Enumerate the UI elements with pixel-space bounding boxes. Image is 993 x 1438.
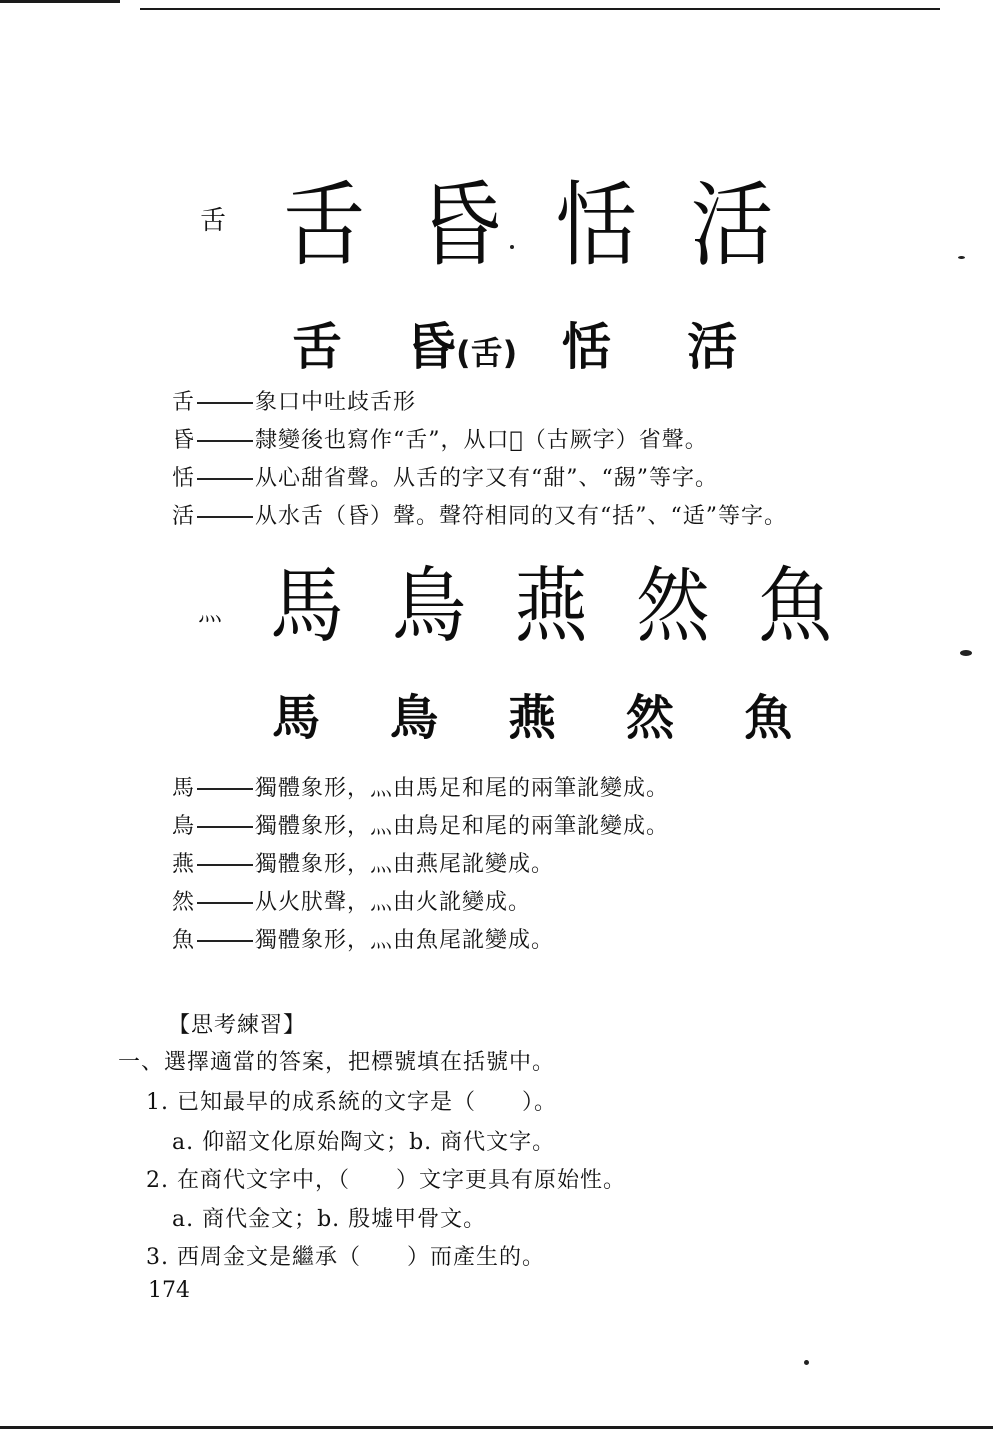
- entry-char: 恬: [172, 466, 196, 491]
- seal-glyph: 舌: [282, 172, 366, 279]
- brush-script-row: [272, 690, 793, 746]
- dash-rule: [197, 864, 253, 866]
- scan-edge-bottom: [0, 1426, 993, 1429]
- exercise-question-main: 一、選擇適當的答案，把標號填在括號中。: [118, 1050, 556, 1075]
- entry-text: 獨體象形，灬由魚尾訛變成。: [255, 928, 555, 953]
- radical-label: 舌: [200, 206, 227, 236]
- entry-text: 獨體象形，灬由燕尾訛變成。: [255, 852, 555, 877]
- list-item: [172, 922, 669, 960]
- list-item: [172, 422, 787, 460]
- brush-glyph: 燕: [508, 690, 557, 746]
- entry-char: 馬: [172, 776, 196, 801]
- brush-glyph: 昏: [406, 318, 456, 376]
- entry-char: 舌: [172, 390, 196, 415]
- seal-glyph: 魚: [758, 559, 832, 654]
- list-item: [172, 808, 669, 846]
- exercise-question-3: 3. 西周金文是繼承（ ）而產生的。: [146, 1245, 545, 1270]
- exercise-question-2: 2. 在商代文字中，（ ）文字更具有原始性。: [146, 1168, 626, 1193]
- brush-glyph: 活: [687, 318, 738, 376]
- exercise-options-2: a. 商代金文；b. 殷墟甲骨文。: [172, 1207, 487, 1232]
- seal-glyph: 昏: [418, 172, 502, 279]
- entry-text: 隸變後也寫作“舌”，从口𠂭（古厥字）省聲。: [255, 428, 708, 453]
- brush-glyph-paren: (舌): [456, 334, 518, 372]
- seal-glyph: 活: [690, 172, 774, 279]
- entry-char: 鳥: [172, 814, 196, 839]
- entry-text: 从水舌（昏）聲。聲符相同的又有“括”、“适”等字。: [255, 504, 788, 529]
- entry-char: 魚: [172, 928, 196, 953]
- entry-char: 燕: [172, 852, 196, 877]
- list-item: [172, 846, 669, 884]
- list-item: [172, 460, 787, 498]
- explanation-list-1: [172, 384, 787, 536]
- list-item: [172, 770, 669, 808]
- scan-edge-top: [0, 0, 120, 3]
- exercise-heading: 【思考練習】: [168, 1013, 307, 1038]
- dash-rule: [197, 478, 253, 480]
- brush-glyph: 鳥: [390, 690, 439, 746]
- dash-rule: [197, 826, 253, 828]
- brush-glyph: 魚: [744, 690, 793, 746]
- seal-glyph: 恬: [554, 172, 638, 279]
- dash-rule: [197, 940, 253, 942]
- list-item: [172, 498, 787, 536]
- seal-glyph: 鳥: [392, 559, 466, 654]
- dash-rule: [197, 788, 253, 790]
- brush-script-row: [292, 318, 738, 376]
- dash-rule: [197, 440, 253, 442]
- seal-glyph: 然: [636, 559, 710, 654]
- dash-rule: [197, 516, 253, 518]
- scan-edge-top-right: [140, 8, 940, 10]
- scan-speck: [958, 256, 965, 259]
- seal-glyph: 燕: [514, 559, 588, 654]
- brush-glyph: 恬: [561, 318, 612, 376]
- exercise-question-1: 1. 已知最早的成系統的文字是（ ）。: [146, 1090, 557, 1115]
- list-item: [172, 384, 787, 422]
- scan-speck: [804, 1360, 809, 1365]
- scan-speck: [960, 650, 972, 656]
- entry-char: 活: [172, 504, 196, 529]
- entry-text: 獨體象形，灬由馬足和尾的兩筆訛變成。: [255, 776, 670, 801]
- brush-glyph: 舌: [292, 318, 342, 376]
- seal-glyph: 馬: [270, 559, 344, 654]
- list-item: [172, 884, 669, 922]
- entry-text: 从心甜省聲。从舌的字又有“甜”、“舓”等字。: [255, 466, 719, 491]
- entry-text: 獨體象形，灬由鳥足和尾的兩筆訛變成。: [255, 814, 670, 839]
- exercise-options-1: a. 仰韶文化原始陶文；b. 商代文字。: [172, 1130, 556, 1155]
- seal-script-row: [266, 559, 836, 654]
- radical-label: 灬: [198, 598, 222, 626]
- brush-glyph: 馬: [272, 690, 321, 746]
- entry-text: 象口中吐歧舌形: [255, 390, 417, 415]
- entry-char: 然: [172, 890, 196, 915]
- explanation-list-2: [172, 770, 669, 960]
- entry-text: 从火肰聲，灬由火訛變成。: [255, 890, 532, 915]
- seal-script-row: [278, 172, 778, 279]
- page-number: 174: [148, 1278, 190, 1303]
- dash-rule: [197, 402, 253, 404]
- brush-glyph: 然: [626, 690, 675, 746]
- dash-rule: [197, 902, 253, 904]
- entry-char: 昏: [172, 428, 196, 453]
